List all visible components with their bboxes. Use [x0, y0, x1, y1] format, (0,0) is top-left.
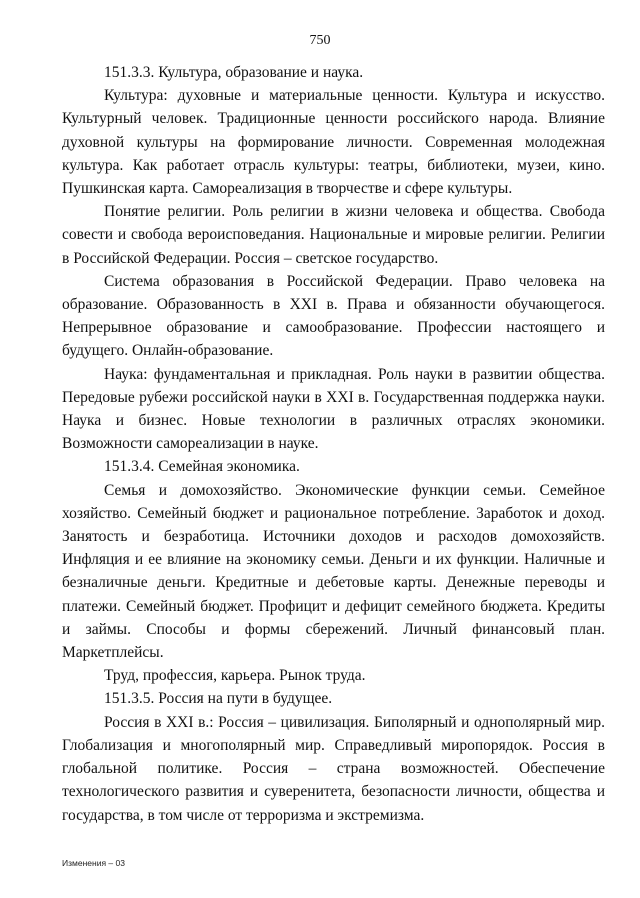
section-heading-culture: 151.3.3. Культура, образование и наука. — [104, 64, 364, 81]
paragraph-russia-future: Россия в XXI в.: Россия – цивилизация. Биполярный и однополярный мир. Глобализация и многополярный мир. Справедливый миропорядок. Россия в глобальной политике. Россия – страна возможностей. Обеспечение технологического развития и суверенитета, безопасности личности, общества и государства, в том числе от терроризма и экстремизма. — [62, 713, 605, 824]
paragraph-education: Система образования в Российской Федерации. Право человека на образование. Образованность в XXI в. Права и обязанности обучающегося. Непрерывное образование и самообразование. Профессии настоящего и будущего. Онлайн-образование. — [62, 272, 605, 360]
paragraph-family-economics: Семья и домохозяйство. Экономические функции семьи. Семейное хозяйство. Семейный бюджет и рациональное потребление. Заработок и доход. Занятость и безработица. Источники доходов и расходов домохозяйств. Инфляция и ее влияние на экономику семьи. Деньги и их функции. Наличные и безналичные деньги. Кредитные и дебетовые карты. Денежные переводы и платежи. Семейный бюджет. Профицит и дефицит семейного бюджета. Кредиты и займы. Способы и формы сбережений. Личный финансовый план. Маркетплейсы. — [62, 481, 605, 662]
section-heading-family-economics: 151.3.4. Семейная экономика. — [104, 458, 300, 476]
section-heading-russia-future: 151.3.5. Россия на пути в будущее. — [104, 690, 333, 708]
footer-revision-note: Изменения – 03 — [62, 858, 125, 868]
page-number: 750 — [309, 33, 331, 48]
document-body — [62, 61, 605, 827]
paragraph-science: Наука: фундаментальная и прикладная. Роль науки в развитии общества. Передовые рубежи российской науки в XXI в. Государственная поддержка науки. Наука и бизнес. Новые технологии в различных отраслях экономики. Возможности самореализации в науке. — [62, 365, 605, 453]
paragraph-religion: Понятие религии. Роль религии в жизни человека и общества. Свобода совести и свобода вероисповедания. Национальные и мировые религии. Религии в Российской Федерации. Россия – светское государство. — [62, 203, 605, 267]
paragraph-culture: Культура: духовные и материальные ценности. Культура и искусство. Культурный человек. Традиционные ценности российского народа. Влияние духовной культуры на формирование личности. Современная молодежная культура. Как работает отрасль культуры: театры, библиотеки, музеи, кино. Пушкинская карта. Самореализация в творчестве и сфере культуры. — [62, 87, 605, 198]
paragraph-labor: Труд, профессия, карьера. Рынок труда. — [104, 667, 366, 685]
